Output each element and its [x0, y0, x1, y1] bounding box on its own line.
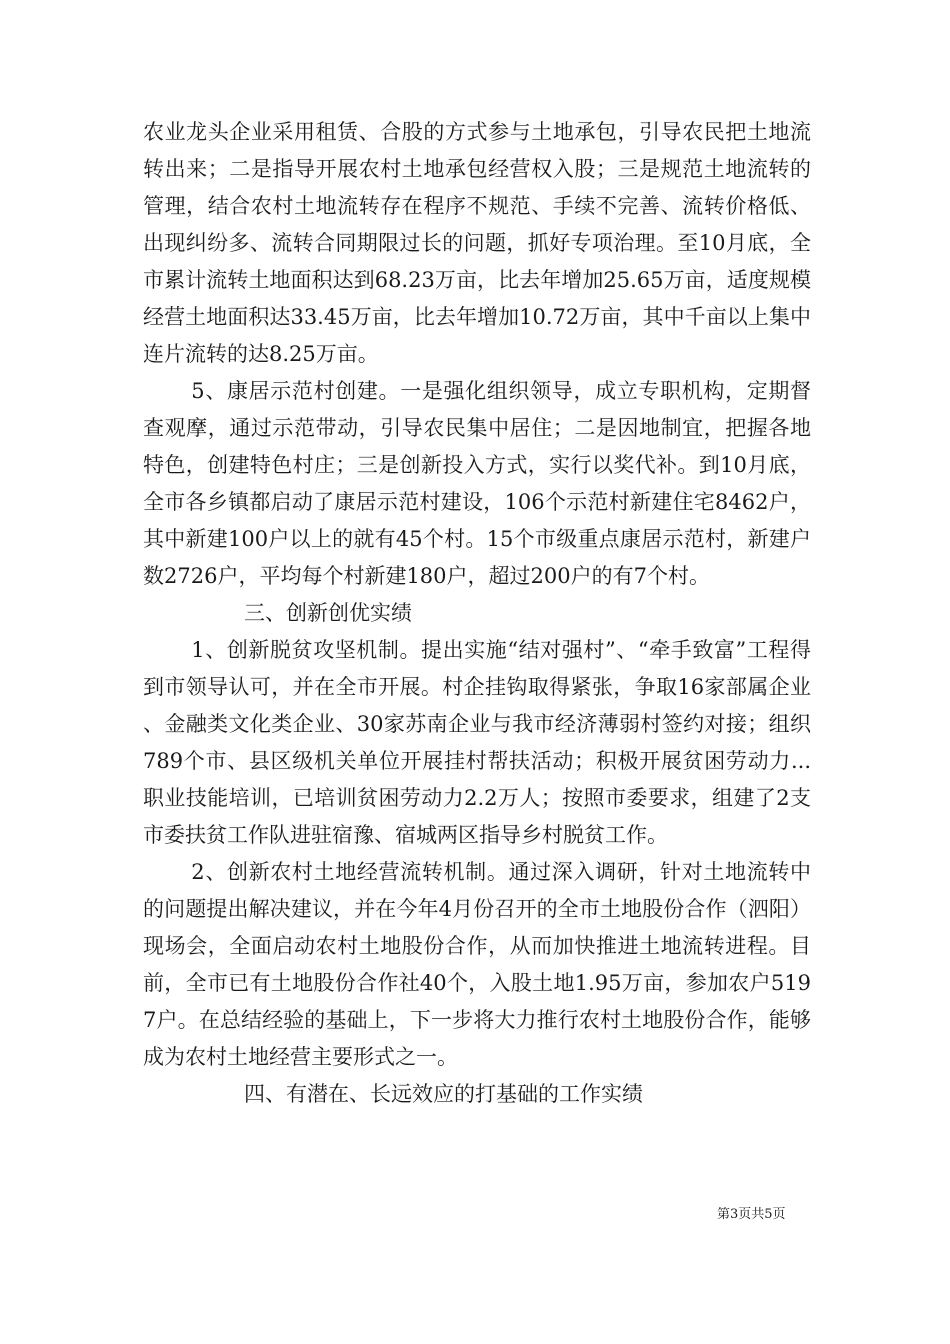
section-heading-foundation: 四、有潜在、长远效应的打基础的工作实绩 [244, 1082, 643, 1106]
paragraph-poverty-mechanism: 1、创新脱贫攻坚机制。提出实施“结对强村”、“牵手致富”工程得到市领导认可，并在全市开展。村企挂钩取得紧张，争取16家部属企业、金融类文化类企业、30家苏南企业与我市经济薄弱村签约对接；组织789个市、县区级机关单位开展挂村帮扶活动；积极开展贫困劳动力...职业技能培训，已培训贫困劳动力2.2万人；按照市委要求，组建了2支市委扶贫工作队进驻宿豫、宿城两区指导乡村脱贫工作。 [143, 638, 811, 847]
document-body [143, 114, 811, 1113]
paragraph-land-cooperative: 2、创新农村土地经营流转机制。通过深入调研，针对土地流转中的问题提出解决建议，并在今年4月份召开的全市土地股份合作（泗阳）现场会，全面启动农村土地股份合作，从而加快推进土地流转进程。目前，全市已有土地股份合作社40个，入股土地1.95万亩，参加农户5197户。在总结经验的基础上，下一步将大力推行农村土地股份合作，能够成为农村土地经营主要形式之一。 [143, 860, 811, 1069]
page-number-footer: 第3页共5页 [717, 1207, 786, 1222]
paragraph-land-transfer-continued: 农业龙头企业采用租赁、合股的方式参与土地承包，引导农民把土地流转出来；二是指导开展农村土地承包经营权入股；三是规范土地流转的管理，结合农村土地流转存在程序不规范、手续不完善、流转价格低、出现纠纷多、流转合同期限过长的问题，抓好专项治理。至10月底，全市累计流转土地面积达到68.23万亩，比去年增加25.65万亩，适度规模经营土地面积达33.45万亩，比去年增加10.72万亩，其中千亩以上集中连片流转的达8.25万亩。 [143, 120, 811, 366]
paragraph-model-village: 5、康居示范村创建。一是强化组织领导，成立专职机构，定期督查观摩，通过示范带动，引导农民集中居住；二是因地制宜，把握各地特色，创建特色村庄；三是创新投入方式，实行以奖代补。到10月底，全市各乡镇都启动了康居示范村建设，106个示范村新建住宅8462户，其中新建100户以上的就有45个村。15个市级重点康居示范村，新建户数2726户，平均每个村新建180户，超过200户的有7个村。 [143, 379, 811, 588]
section-heading-innovation: 三、创新创优实绩 [244, 601, 412, 625]
